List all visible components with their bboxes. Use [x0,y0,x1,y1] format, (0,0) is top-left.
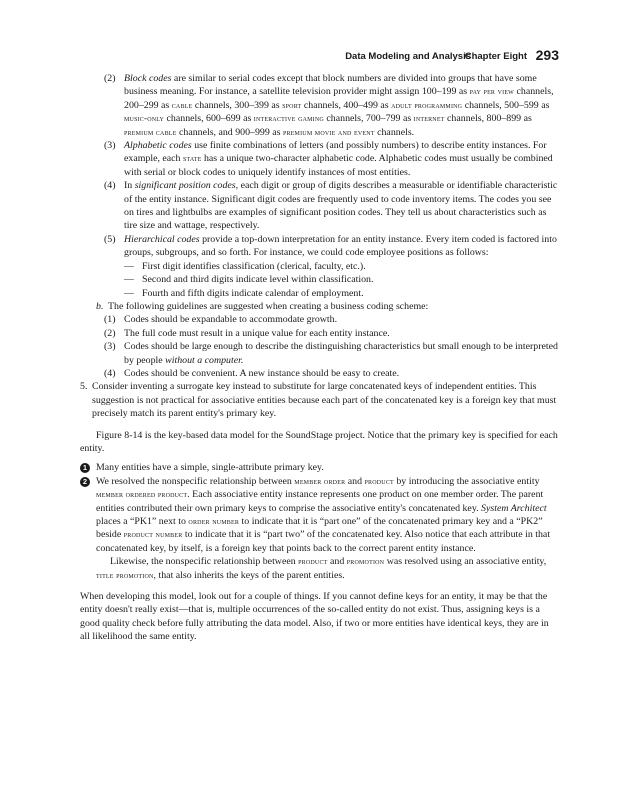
callout-badge: 1 [80,463,90,473]
item-text: Hierarchical codes provide a top-down interpretation for an entity instance. Every item coded is factored into groups, subgroups, and so forth. For instance, we could code employee positions as follows: [124,233,557,259]
guideline-item: (2) The full code must result in a unique value for each entity instance. [104,327,390,339]
dash-item: — First digit identifies classification (clerical, faculty, etc.). [124,260,366,272]
page-number: 293 [535,47,559,63]
item-number: (3) [104,140,116,152]
item-number: (2) [104,73,116,84]
item-number: (4) [104,180,116,192]
item-number: (5) [104,233,116,245]
guideline-item: (4) Codes should be convenient. A new instance should be easy to create. [104,367,400,379]
code-type-item [96,139,558,179]
guideline-item: (3) Codes should be large enough to describe the distinguishing characteristics but small enough to be interpreted by people without a computer. [104,341,558,366]
figure-paragraph: Figure 8-14 is the key-based data model for the SoundStage project. Notice that the primary key is specified for each entity. [80,429,558,454]
dash-item: — Fourth and fifth digits indicate calendar of employment. [124,287,364,299]
page-body [80,72,558,644]
dash-item: — Second and third digits indicate level within classification. [124,274,374,286]
numbered-point-5: 5. Consider inventing a surrogate key instead to substitute for large concatenated keys of independent entities. This suggestion is not practical for associative entities because each part of the concatenated key is a foreign key that must precisely match its parent entity's primary key. [80,381,557,420]
item-text: Alphabetic codes use finite combinations of letters (and possibly numbers) to describe entity instances. For example, each state has a unique two-character alphabetic code. Alphabetic codes must usually be combined with serial or block codes to uniquely identify instances of most entities. [124,140,553,178]
closing-paragraph: When developing this model, look out for a couple of things. If you cannot define keys for an entity, it may be that the entity doesn't really exist—that is, multiple occurrences of the so-called entity do not exist. Thus, assigning keys is a good quality check before fully attributing the data model. Also, if two or more entities have identical keys, they are in all likelihood the same entity. [80,591,549,643]
item-text: In significant position codes, each digit or group of digits describes a measurable or identifiable characteristic of the entity instance. Significant digit codes are frequently used to code inventory items. The codes you see on tires and lightbulbs are examples of significant position codes. They tell us about characteristics such as tire size and wattage, respectively. [124,180,558,232]
code-type-item [96,179,558,233]
header-chapter: Chapter Eight [464,51,527,62]
header-section-title: Data Modeling and Analysis [345,51,471,62]
callout-badge: 2 [80,477,90,487]
code-type-item [96,72,558,139]
callout-item: 2 We resolved the nonspecific relationship between member order and product by introducing the associative entity member ordered product. Each associative entity instance represents one product on one member order. The parent entities contributed their own primary keys to comprise the associative entity's concatenated key. System Architect places a “PK1” next to order number to indicate that it is “part one” of the concatenated primary key and a “PK2” beside product number to indicate that it is “part two” of the concatenated key. Also notice that each attribute in that concatenated key, by itself, is a foreign key that points back to the correct parent entity instance. [80,475,558,555]
code-type-item [96,233,558,260]
callout-list [80,461,558,582]
callout-continuation: Likewise, the nonspecific relationship between product and promotion was resolved using an associative entity, title promotion, that also inherits the keys of the parent entities. [96,556,547,581]
running-header [0,47,619,67]
callout-item: 1 Many entities have a simple, single-attribute primary key. [80,461,558,474]
guidelines-intro: b. The following guidelines are suggested when creating a business coding scheme: [96,300,429,312]
item-text: Block codes are similar to serial codes except that block numbers are divided into groups that have some business meaning. For instance, a satellite television provider might assign 100–199 as pay per view channels, 200–299 as cable channels, 300–399 as sport channels, 400–499 as adult programming channels, 500–599 as music-only channels, 600–699 as interactive gaming channels, 700–799 as internet channels, 800–899 as premium cable channels, and 900–999 as premium movie and event channels. [124,73,554,138]
guideline-item: (1) Codes should be expandable to accommodate growth. [104,314,338,326]
